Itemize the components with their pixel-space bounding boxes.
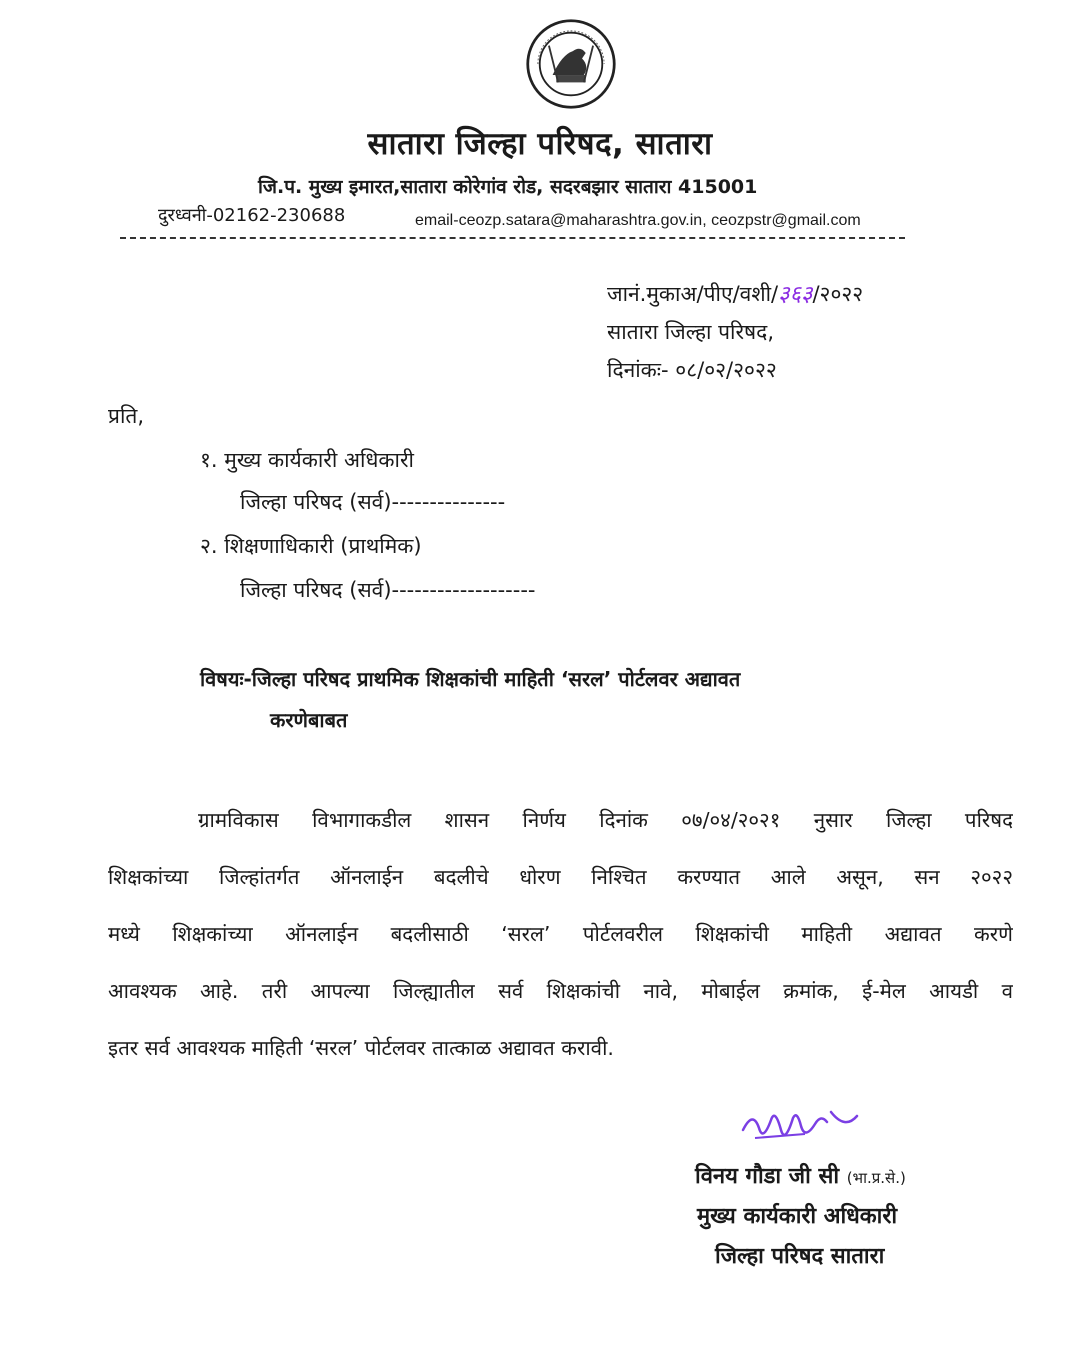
recipient-1-title: १. मुख्य कार्यकारी अधिकारी [200, 448, 414, 472]
reference-number [607, 278, 863, 308]
reference-prefix: जानं.मुकाअ/पीए/वशी/ [607, 282, 779, 306]
body-line: इतर सर्व आवश्यक माहिती ‘सरल’ पोर्टलवर तात्काळ अद्यावत करावी. [108, 1036, 614, 1060]
letter-date: दिनांकः- ०८/०२/२०२२ [607, 358, 777, 382]
recipient-1-office: जिल्हा परिषद (सर्व)--------------- [240, 490, 506, 514]
signatory-name-text: विनय गौडा जी सी [695, 1164, 840, 1189]
reference-office: सातारा जिल्हा परिषद, [607, 320, 775, 344]
body-line: आवश्यक आहे. तरी आपल्या जिल्ह्यातील सर्व शिक्षकांची नावे, मोबाईल क्रमांक, ई-मेल आयडी व [108, 979, 1013, 1003]
signatory-name [695, 1160, 906, 1190]
body-line: शिक्षकांच्या जिल्हांतर्गत ऑनलाईन बदलीचे धोरण निश्चित करण्यात आले असून, सन २०२२ [108, 865, 1013, 889]
reference-suffix: /२०२२ [812, 282, 864, 306]
email-addresses: email-ceozp.satara@maharashtra.gov.in, ceozpstr@gmail.com [415, 212, 861, 229]
recipient-2-title: २. शिक्षणाधिकारी (प्राथमिक) [200, 534, 422, 558]
handwritten-signature [735, 1100, 860, 1155]
divider [120, 237, 905, 239]
phone-number: दुरध्वनी-02162-230688 [158, 205, 346, 226]
subject-line-1: विषयः-जिल्हा परिषद प्राथमिक शिक्षकांची माहिती ‘सरल’ पोर्टलवर अद्यावत [200, 667, 741, 691]
signatory-post-nominal: (भा.प्र.से.) [846, 1169, 906, 1187]
reference-handwritten-number: ३६३ [778, 282, 813, 307]
recipient-2-office: जिल्हा परिषद (सर्व)------------------- [240, 578, 536, 602]
body-paragraph [108, 792, 1013, 1077]
signatory-office: जिल्हा परिषद सातारा [715, 1244, 885, 1269]
signatory-designation: मुख्य कार्यकारी अधिकारी [697, 1204, 898, 1229]
seal-emblem-icon [525, 18, 617, 110]
body-line: मध्ये शिक्षकांच्या ऑनलाईन बदलीसाठी ‘सरल’ पोर्टलवरील शिक्षकांची माहिती अद्यावत करणे [108, 922, 1013, 946]
org-address: जि.प. मुख्य इमारत,सातारा कोरेगांव रोड, सदरबझार सातारा 415001 [258, 176, 758, 198]
subject-line-2: करणेबाबत [270, 708, 348, 732]
org-name: सातारा जिल्हा परिषद, सातारा [367, 126, 713, 162]
salutation: प्रति, [108, 404, 145, 428]
body-line: ग्रामविकास विभागाकडील शासन निर्णय दिनांक ०७/०४/२०२१ नुसार जिल्हा परिषद [198, 808, 1013, 832]
